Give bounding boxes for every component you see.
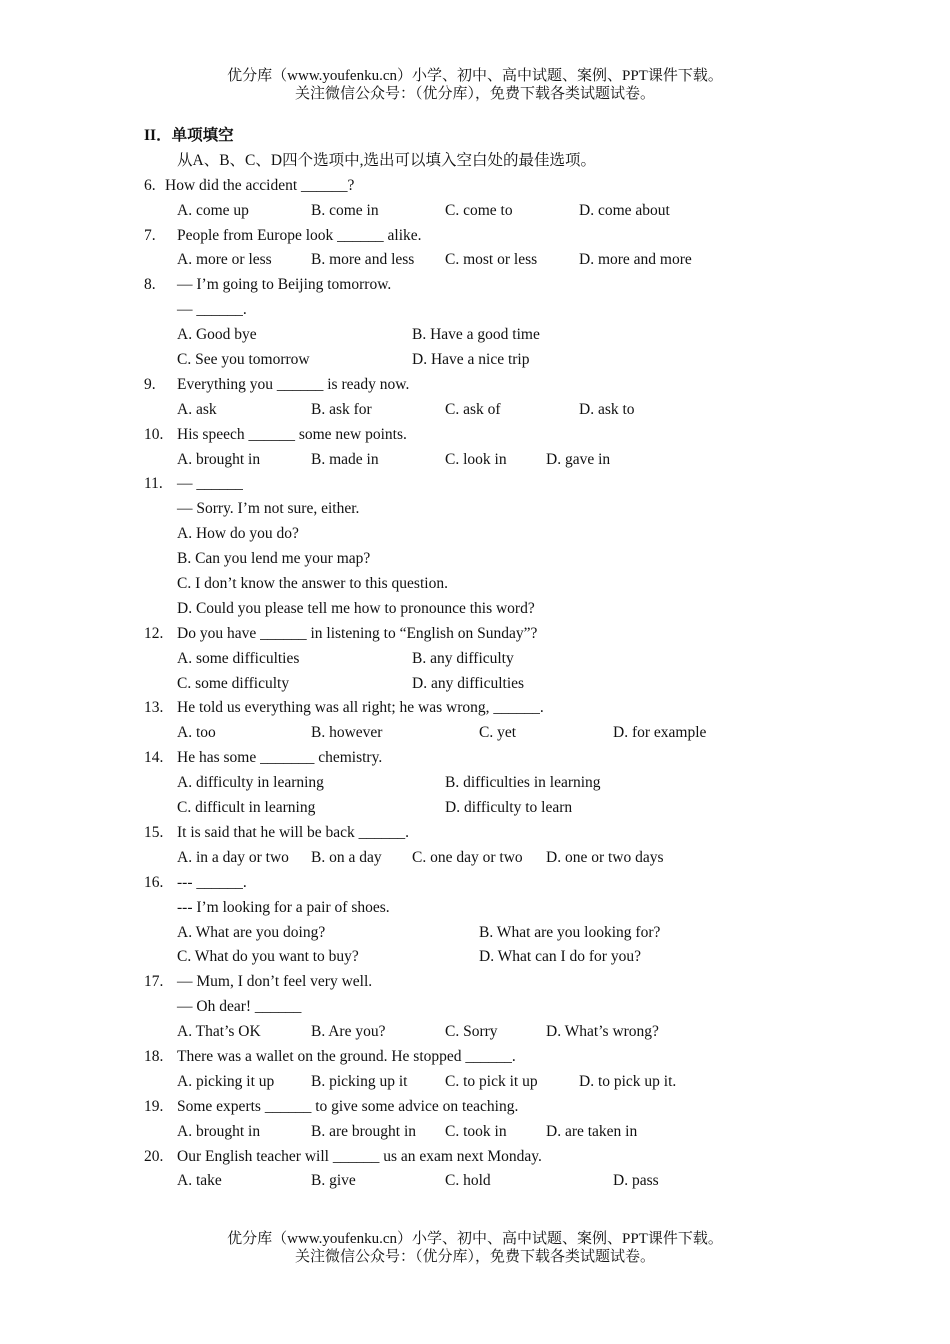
question-6: [144, 174, 844, 199]
page-header: [0, 67, 950, 103]
option-c: C. I don’t know the answer to this question.: [177, 575, 448, 593]
option-b: B. Have a good time: [412, 326, 540, 344]
option-d: D. for example: [613, 724, 707, 742]
options-row: [144, 1070, 844, 1095]
options-row: [144, 647, 844, 672]
option-a: A. ask: [177, 400, 217, 418]
option-c: C. difficult in learning: [177, 799, 316, 817]
footer-line-2: 关注微信公众号：（优分库），免费下载各类试题试卷。: [294, 1249, 655, 1265]
section-title: II．单项填空: [144, 127, 234, 144]
option-a: A. too: [177, 724, 216, 742]
question-stem: How did the accident ______?: [165, 176, 355, 194]
option-c: C. most or less: [445, 251, 538, 269]
option-a: A. brought in: [177, 450, 261, 468]
question-number: 18.: [144, 1047, 164, 1065]
question-19: [144, 1095, 844, 1120]
option-c: C. look in: [445, 450, 507, 468]
question-stem-reply: — Oh dear! ______: [177, 998, 302, 1016]
option-d: D. one or two days: [546, 848, 664, 866]
option-d: D. gave in: [546, 450, 611, 468]
option-d: D. to pick up it.: [579, 1072, 677, 1090]
option-b: B. however: [311, 724, 383, 742]
question-stem: — Mum, I don’t feel very well.: [177, 973, 373, 991]
option-b: B. on a day: [311, 848, 382, 866]
option-c: C. one day or two: [412, 848, 523, 866]
question-number: 16.: [144, 873, 164, 891]
options-row: [144, 323, 844, 348]
options-row: [144, 846, 844, 871]
option-a: A. difficulty in learning: [177, 774, 324, 792]
option-d: D. come about: [579, 201, 670, 219]
option-d: D. ask to: [579, 400, 635, 418]
question-stem: There was a wallet on the ground. He stopped ______.: [177, 1047, 516, 1065]
option-c: C. to pick it up: [445, 1072, 538, 1090]
options-row: [144, 921, 844, 946]
options-row: [144, 672, 844, 697]
question-stem-reply: --- I’m looking for a pair of shoes.: [177, 898, 390, 916]
question-stem: Do you have ______ in listening to “English on Sunday”?: [177, 624, 538, 642]
option-c: C. took in: [445, 1122, 507, 1140]
option-a: A. brought in: [177, 1122, 261, 1140]
exercise-content: [144, 124, 844, 1194]
option-c: C. Sorry: [445, 1023, 498, 1041]
question-15: [144, 821, 844, 846]
question-stem: His speech ______ some new points.: [177, 425, 407, 443]
options-row: [144, 1169, 844, 1194]
option-b: B. Can you lend me your map?: [177, 550, 371, 568]
option-c: C. See you tomorrow: [177, 351, 310, 369]
option-d: D. are taken in: [546, 1122, 638, 1140]
option-b: B. come in: [311, 201, 379, 219]
question-14: [144, 746, 844, 771]
question-9: [144, 373, 844, 398]
question-stem: Everything you ______ is ready now.: [177, 375, 410, 393]
option-c: C. ask of: [445, 400, 501, 418]
option-a: A. some difficulties: [177, 649, 300, 667]
option-a: A. How do you do?: [177, 525, 299, 543]
question-number: 10.: [144, 425, 164, 443]
option-d: D. What’s wrong?: [546, 1023, 659, 1041]
option-a: A. in a day or two: [177, 848, 289, 866]
header-line-1: 优分库（www.youfenku.cn）小学、初中、高中试题、案例、PPT课件下载。: [227, 68, 723, 84]
question-10: [144, 423, 844, 448]
option-b: B. difficulties in learning: [445, 774, 601, 792]
question-stem: --- ______.: [177, 873, 247, 891]
page-footer: [0, 1230, 950, 1266]
question-number: 20.: [144, 1147, 164, 1165]
question-stem-reply: — ______.: [177, 301, 247, 319]
options-row: [144, 398, 844, 423]
question-number: 15.: [144, 823, 164, 841]
options-row: [144, 248, 844, 273]
option-d: D. What can I do for you?: [479, 948, 641, 966]
question-stem: He told us everything was all right; he was wrong, ______.: [177, 699, 544, 717]
options-row: [144, 945, 844, 970]
question-number: 17.: [144, 973, 164, 991]
options-row: [144, 771, 844, 796]
option-c: C. What do you want to buy?: [177, 948, 359, 966]
option-b: B. What are you looking for?: [479, 923, 661, 941]
options-row: [144, 348, 844, 373]
question-11: [144, 472, 844, 497]
question-number: 13.: [144, 699, 164, 717]
question-stem: — ______: [177, 475, 243, 493]
question-number: 14.: [144, 749, 164, 767]
option-c: C. hold: [445, 1172, 491, 1190]
options-row: [144, 1120, 844, 1145]
option-b: B. Are you?: [311, 1023, 386, 1041]
option-b: B. picking up it: [311, 1072, 408, 1090]
option-c: C. come to: [445, 201, 513, 219]
option-b: B. made in: [311, 450, 379, 468]
question-number: 6.: [144, 176, 156, 194]
option-d: D. Have a nice trip: [412, 351, 530, 369]
option-a: A. What are you doing?: [177, 923, 326, 941]
question-13: [144, 696, 844, 721]
options-row: [144, 796, 844, 821]
question-18: [144, 1045, 844, 1070]
question-number: 8.: [144, 276, 156, 294]
option-b: B. give: [311, 1172, 356, 1190]
question-17: [144, 970, 844, 995]
question-8: [144, 273, 844, 298]
question-stem: Some experts ______ to give some advice on teaching.: [177, 1097, 519, 1115]
question-stem: — I’m going to Beijing tomorrow.: [177, 276, 392, 294]
question-number: 19.: [144, 1097, 164, 1115]
option-a: A. Good bye: [177, 326, 257, 344]
question-16: [144, 871, 844, 896]
option-d: D. any difficulties: [412, 674, 525, 692]
question-number: 9.: [144, 375, 156, 393]
option-b: B. any difficulty: [412, 649, 514, 667]
option-a: A. take: [177, 1172, 222, 1190]
question-number: 7.: [144, 226, 156, 244]
header-line-2: 关注微信公众号：（优分库），免费下载各类试题试卷。: [294, 86, 655, 102]
option-b: B. more and less: [311, 251, 415, 269]
option-a: A. picking it up: [177, 1072, 275, 1090]
question-stem: It is said that he will be back ______.: [177, 823, 410, 841]
option-d: D. Could you please tell me how to pronounce this word?: [177, 599, 535, 617]
question-stem-reply: — Sorry. I’m not sure, either.: [177, 500, 360, 518]
question-7: [144, 224, 844, 249]
option-a: A. That’s OK: [177, 1023, 261, 1041]
section-instruction: 从A、B、C、D四个选项中,选出可以填入空白处的最佳选项。: [177, 151, 596, 169]
question-20: [144, 1145, 844, 1170]
option-a: A. come up: [177, 201, 249, 219]
question-stem: People from Europe look ______ alike.: [177, 226, 422, 244]
options-row: [144, 199, 844, 224]
option-d: D. difficulty to learn: [445, 799, 573, 817]
question-stem: Our English teacher will ______ us an exam next Monday.: [177, 1147, 542, 1165]
options-row: [144, 721, 844, 746]
footer-line-1: 优分库（www.youfenku.cn）小学、初中、高中试题、案例、PPT课件下载。: [227, 1231, 723, 1247]
question-number: 12.: [144, 624, 164, 642]
question-12: [144, 622, 844, 647]
option-d: D. more and more: [579, 251, 692, 269]
option-d: D. pass: [613, 1172, 659, 1190]
options-row: [144, 1020, 844, 1045]
options-row: [144, 448, 844, 473]
option-b: B. ask for: [311, 400, 372, 418]
option-b: B. are brought in: [311, 1122, 417, 1140]
option-a: A. more or less: [177, 251, 272, 269]
question-stem: He has some _______ chemistry.: [177, 749, 383, 767]
question-number: 11.: [144, 475, 163, 493]
option-c: C. some difficulty: [177, 674, 290, 692]
option-c: C. yet: [479, 724, 517, 742]
